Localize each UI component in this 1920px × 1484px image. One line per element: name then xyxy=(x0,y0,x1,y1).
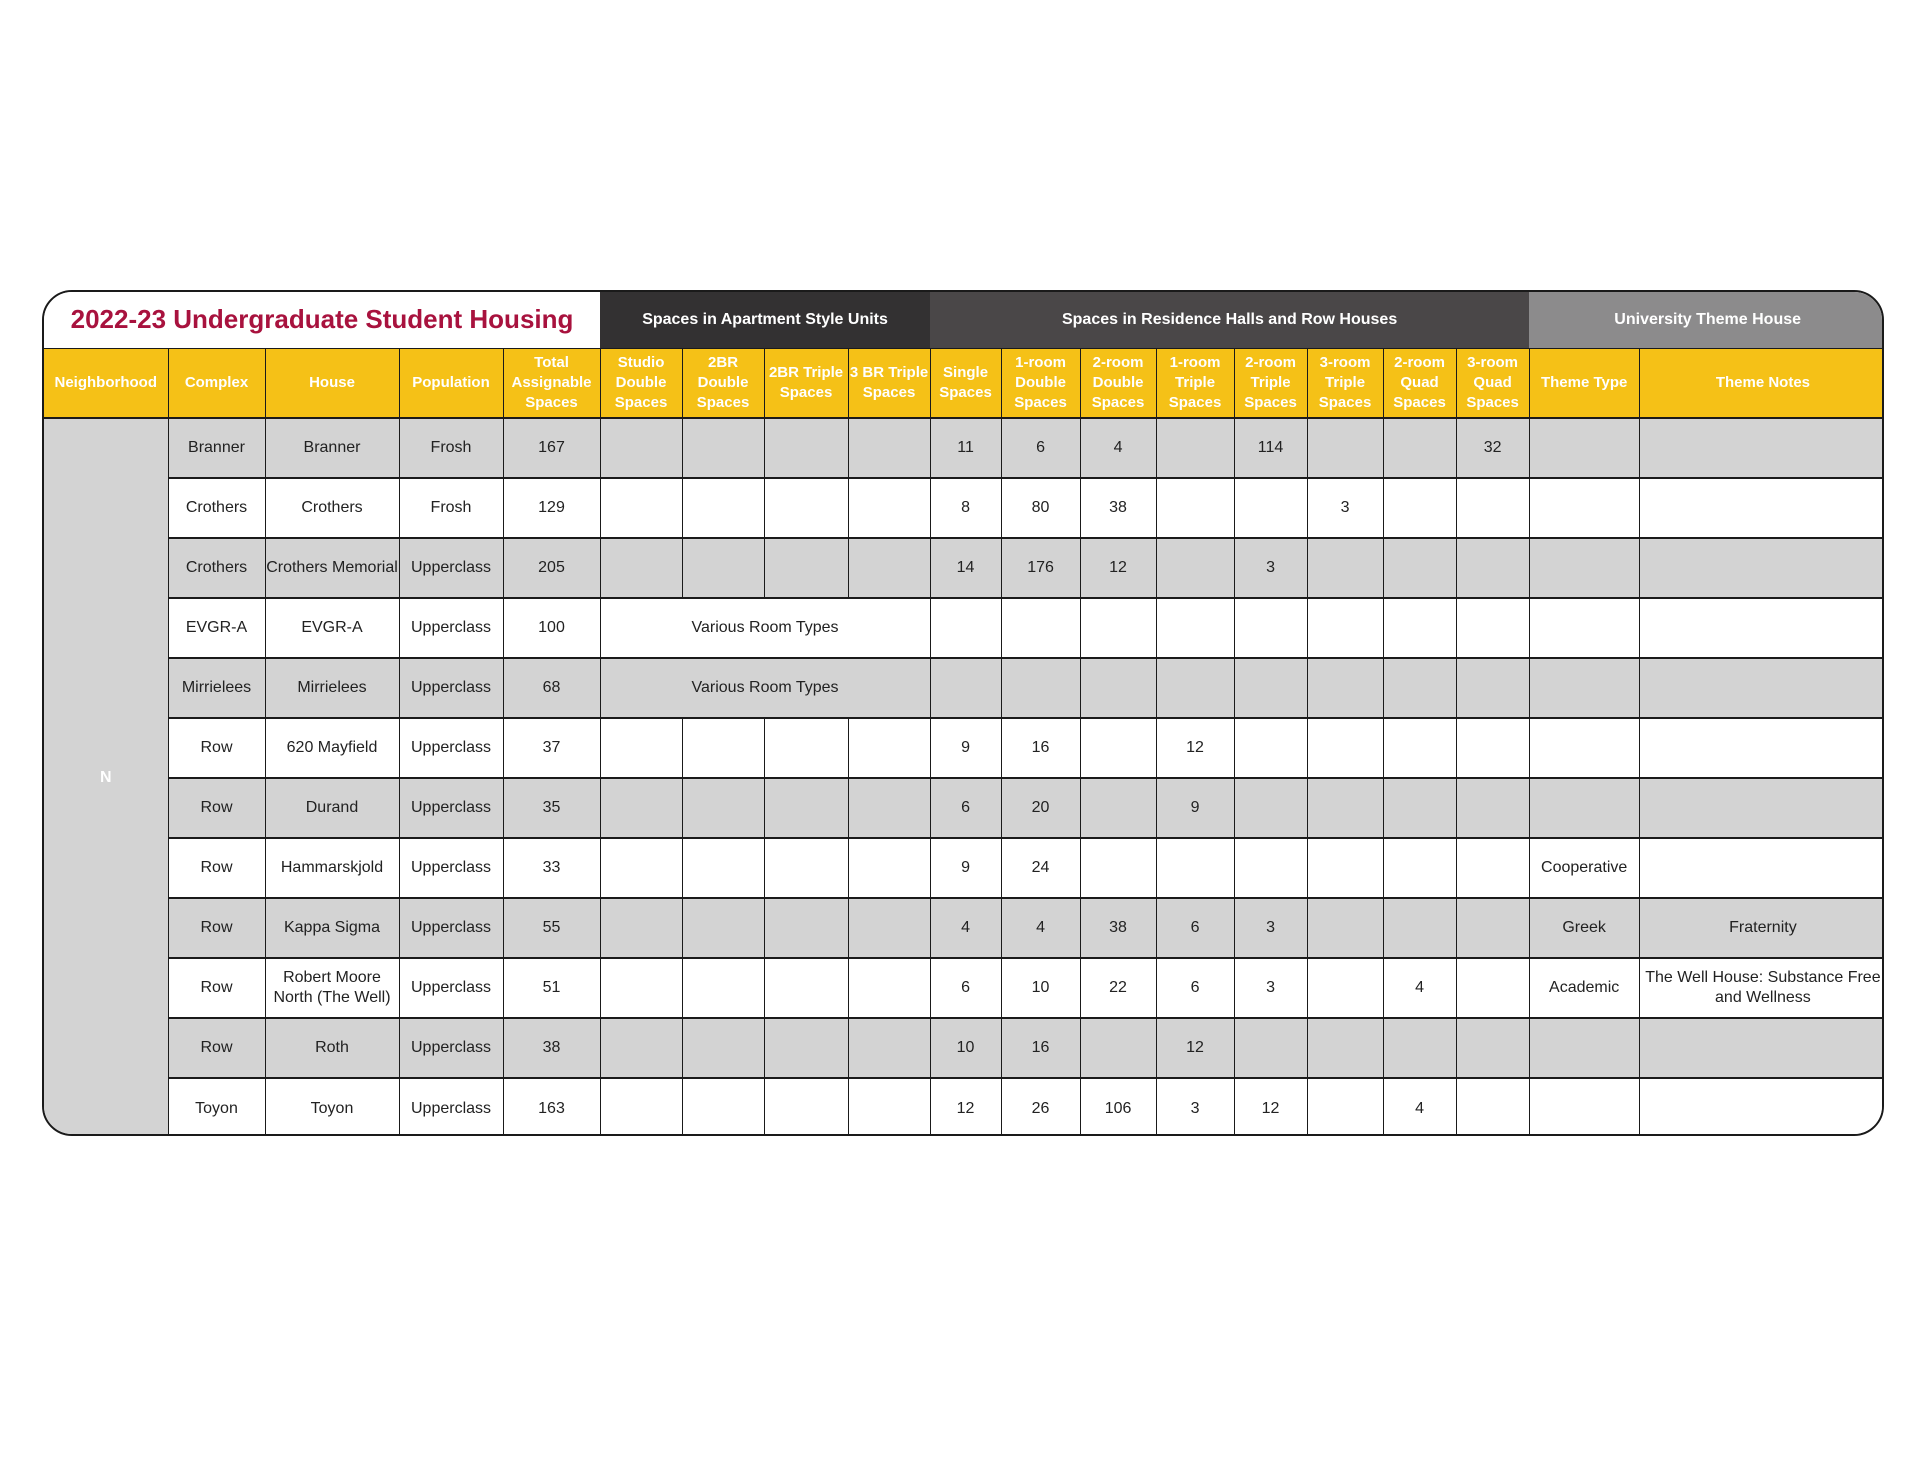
cell-r3-quad xyxy=(1456,1018,1529,1078)
neighborhood-letter: N xyxy=(44,418,168,1136)
cell-total: 33 xyxy=(503,838,600,898)
housing-table xyxy=(44,292,1884,1136)
cell-r2-double: 12 xyxy=(1080,538,1156,598)
cell-single: 6 xyxy=(930,778,1001,838)
cell-br3-triple xyxy=(848,898,930,958)
cell-br3-triple xyxy=(848,958,930,1018)
cell-total: 167 xyxy=(503,418,600,478)
cell-r1-triple: 6 xyxy=(1156,898,1234,958)
table-row xyxy=(44,1078,1884,1136)
cell-single: 9 xyxy=(930,718,1001,778)
cell-br2-double xyxy=(682,958,764,1018)
cell-br2-triple xyxy=(764,1018,848,1078)
cell-theme-type xyxy=(1529,658,1639,718)
cell-r2-double: 106 xyxy=(1080,1078,1156,1136)
cell-theme-notes xyxy=(1639,658,1884,718)
cell-theme-notes xyxy=(1639,778,1884,838)
cell-theme-type: Cooperative xyxy=(1529,838,1639,898)
cell-r2-quad xyxy=(1383,658,1456,718)
cell-r3-triple xyxy=(1307,838,1383,898)
cell-total: 51 xyxy=(503,958,600,1018)
cell-theme-notes xyxy=(1639,1078,1884,1136)
cell-r2-double: 38 xyxy=(1080,898,1156,958)
cell-house: Hammarskjold xyxy=(265,838,399,898)
cell-r2-quad xyxy=(1383,478,1456,538)
cell-theme-type xyxy=(1529,478,1639,538)
table-row xyxy=(44,658,1884,718)
cell-r3-triple xyxy=(1307,598,1383,658)
cell-r3-triple: 3 xyxy=(1307,478,1383,538)
cell-r2-quad xyxy=(1383,838,1456,898)
cell-r2-triple: 12 xyxy=(1234,1078,1307,1136)
cell-br2-double xyxy=(682,898,764,958)
cell-r3-quad xyxy=(1456,478,1529,538)
cell-r3-quad xyxy=(1456,898,1529,958)
cell-complex: Branner xyxy=(168,418,265,478)
cell-br2-double xyxy=(682,538,764,598)
cell-population: Upperclass xyxy=(399,898,503,958)
cell-r2-quad: 4 xyxy=(1383,958,1456,1018)
cell-theme-type: Academic xyxy=(1529,958,1639,1018)
cell-house: Crothers Memorial xyxy=(265,538,399,598)
cell-r1-double: 176 xyxy=(1001,538,1080,598)
cell-house: EVGR-A xyxy=(265,598,399,658)
cell-theme-notes xyxy=(1639,478,1884,538)
cell-single: 14 xyxy=(930,538,1001,598)
cell-r3-triple xyxy=(1307,538,1383,598)
header-3room-triple: 3-room Triple Spaces xyxy=(1307,348,1383,418)
cell-complex: Row xyxy=(168,1018,265,1078)
cell-r1-double: 16 xyxy=(1001,1018,1080,1078)
cell-house: Mirrielees xyxy=(265,658,399,718)
cell-r3-quad: 32 xyxy=(1456,418,1529,478)
cell-studio-double xyxy=(600,418,682,478)
cell-population: Upperclass xyxy=(399,658,503,718)
cell-r1-double: 16 xyxy=(1001,718,1080,778)
cell-br3-triple xyxy=(848,478,930,538)
cell-r2-triple xyxy=(1234,658,1307,718)
cell-house: Roth xyxy=(265,1018,399,1078)
cell-br2-triple xyxy=(764,478,848,538)
cell-apartment-note: Various Room Types xyxy=(600,658,930,718)
table-row xyxy=(44,718,1884,778)
cell-studio-double xyxy=(600,898,682,958)
header-1room-double: 1-room Double Spaces xyxy=(1001,348,1080,418)
cell-r2-double: 22 xyxy=(1080,958,1156,1018)
cell-complex: Row xyxy=(168,718,265,778)
cell-population: Upperclass xyxy=(399,718,503,778)
header-2br-triple: 2BR Triple Spaces xyxy=(764,348,848,418)
cell-theme-notes xyxy=(1639,418,1884,478)
cell-r1-double: 24 xyxy=(1001,838,1080,898)
cell-r2-quad xyxy=(1383,598,1456,658)
cell-r3-quad xyxy=(1456,538,1529,598)
cell-studio-double xyxy=(600,778,682,838)
cell-theme-type: Greek xyxy=(1529,898,1639,958)
table-row xyxy=(44,898,1884,958)
cell-r3-triple xyxy=(1307,898,1383,958)
cell-r1-double xyxy=(1001,598,1080,658)
cell-br2-triple xyxy=(764,718,848,778)
cell-theme-notes xyxy=(1639,838,1884,898)
cell-r1-triple xyxy=(1156,478,1234,538)
header-neighborhood: Neighborhood xyxy=(44,348,168,418)
table-row xyxy=(44,538,1884,598)
cell-r3-quad xyxy=(1456,658,1529,718)
cell-single: 4 xyxy=(930,898,1001,958)
cell-r1-triple xyxy=(1156,598,1234,658)
cell-r1-triple: 3 xyxy=(1156,1078,1234,1136)
cell-r3-triple xyxy=(1307,658,1383,718)
cell-r1-triple: 12 xyxy=(1156,718,1234,778)
header-3br-triple: 3 BR Triple Spaces xyxy=(848,348,930,418)
cell-r1-double: 20 xyxy=(1001,778,1080,838)
cell-r3-triple xyxy=(1307,958,1383,1018)
cell-population: Upperclass xyxy=(399,958,503,1018)
cell-r1-double: 4 xyxy=(1001,898,1080,958)
table-row xyxy=(44,1018,1884,1078)
cell-house: Toyon xyxy=(265,1078,399,1136)
housing-table-card xyxy=(42,290,1884,1136)
cell-r2-quad: 4 xyxy=(1383,1078,1456,1136)
cell-br2-double xyxy=(682,1018,764,1078)
cell-r2-quad xyxy=(1383,1018,1456,1078)
header-total: Total Assignable Spaces xyxy=(503,348,600,418)
header-3room-quad: 3-room Quad Spaces xyxy=(1456,348,1529,418)
cell-theme-type xyxy=(1529,1078,1639,1136)
cell-r3-triple xyxy=(1307,718,1383,778)
header-theme-type: Theme Type xyxy=(1529,348,1639,418)
cell-studio-double xyxy=(600,958,682,1018)
cell-r2-quad xyxy=(1383,898,1456,958)
cell-studio-double xyxy=(600,838,682,898)
page-title: 2022-23 Undergraduate Student Housing xyxy=(44,292,600,348)
cell-r2-triple: 114 xyxy=(1234,418,1307,478)
cell-house: Branner xyxy=(265,418,399,478)
cell-theme-type xyxy=(1529,418,1639,478)
group-band xyxy=(44,292,1884,348)
cell-theme-notes: Fraternity xyxy=(1639,898,1884,958)
cell-r2-quad xyxy=(1383,418,1456,478)
cell-house: Crothers xyxy=(265,478,399,538)
header-population: Population xyxy=(399,348,503,418)
cell-single: 12 xyxy=(930,1078,1001,1136)
group-theme: University Theme House xyxy=(1529,292,1884,348)
cell-r1-double: 26 xyxy=(1001,1078,1080,1136)
cell-br2-double xyxy=(682,718,764,778)
cell-r2-double xyxy=(1080,598,1156,658)
cell-total: 37 xyxy=(503,718,600,778)
cell-br2-double xyxy=(682,478,764,538)
cell-house: Kappa Sigma xyxy=(265,898,399,958)
header-studio-double: Studio Double Spaces xyxy=(600,348,682,418)
cell-r1-double: 80 xyxy=(1001,478,1080,538)
header-house: House xyxy=(265,348,399,418)
cell-total: 35 xyxy=(503,778,600,838)
cell-r1-double: 6 xyxy=(1001,418,1080,478)
cell-complex: EVGR-A xyxy=(168,598,265,658)
cell-population: Frosh xyxy=(399,478,503,538)
cell-br2-triple xyxy=(764,418,848,478)
cell-r3-quad xyxy=(1456,598,1529,658)
cell-theme-notes xyxy=(1639,598,1884,658)
cell-r3-quad xyxy=(1456,1078,1529,1136)
cell-r2-triple: 3 xyxy=(1234,898,1307,958)
cell-complex: Row xyxy=(168,898,265,958)
cell-theme-type xyxy=(1529,718,1639,778)
cell-br3-triple xyxy=(848,838,930,898)
cell-theme-notes: The Well House: Substance Free and Wellness xyxy=(1639,958,1884,1018)
header-2room-double: 2-room Double Spaces xyxy=(1080,348,1156,418)
cell-r3-quad xyxy=(1456,838,1529,898)
table-row xyxy=(44,958,1884,1018)
cell-br3-triple xyxy=(848,418,930,478)
cell-r2-quad xyxy=(1383,778,1456,838)
column-header-row xyxy=(44,348,1884,418)
cell-total: 38 xyxy=(503,1018,600,1078)
cell-r3-triple xyxy=(1307,1078,1383,1136)
header-2br-double: 2BR Double Spaces xyxy=(682,348,764,418)
cell-r2-double xyxy=(1080,1018,1156,1078)
cell-r2-double xyxy=(1080,658,1156,718)
cell-r2-triple xyxy=(1234,598,1307,658)
cell-theme-notes xyxy=(1639,538,1884,598)
cell-complex: Toyon xyxy=(168,1078,265,1136)
cell-r3-triple xyxy=(1307,418,1383,478)
cell-r2-double xyxy=(1080,718,1156,778)
cell-population: Upperclass xyxy=(399,838,503,898)
cell-population: Frosh xyxy=(399,418,503,478)
cell-single xyxy=(930,658,1001,718)
cell-br2-double xyxy=(682,838,764,898)
cell-total: 205 xyxy=(503,538,600,598)
cell-theme-type xyxy=(1529,1018,1639,1078)
cell-br3-triple xyxy=(848,778,930,838)
cell-r2-double: 4 xyxy=(1080,418,1156,478)
header-2room-quad: 2-room Quad Spaces xyxy=(1383,348,1456,418)
cell-r1-double: 10 xyxy=(1001,958,1080,1018)
cell-br3-triple xyxy=(848,538,930,598)
cell-r2-double: 38 xyxy=(1080,478,1156,538)
cell-r1-triple: 6 xyxy=(1156,958,1234,1018)
cell-total: 68 xyxy=(503,658,600,718)
cell-complex: Mirrielees xyxy=(168,658,265,718)
cell-theme-type xyxy=(1529,538,1639,598)
cell-br2-double xyxy=(682,778,764,838)
header-single: Single Spaces xyxy=(930,348,1001,418)
cell-r1-triple: 9 xyxy=(1156,778,1234,838)
cell-r1-triple xyxy=(1156,838,1234,898)
cell-studio-double xyxy=(600,1018,682,1078)
header-complex: Complex xyxy=(168,348,265,418)
cell-r2-triple xyxy=(1234,838,1307,898)
cell-single: 8 xyxy=(930,478,1001,538)
cell-r2-triple: 3 xyxy=(1234,958,1307,1018)
cell-population: Upperclass xyxy=(399,538,503,598)
cell-single: 9 xyxy=(930,838,1001,898)
table-row xyxy=(44,838,1884,898)
cell-r1-triple: 12 xyxy=(1156,1018,1234,1078)
cell-br3-triple xyxy=(848,718,930,778)
cell-br3-triple xyxy=(848,1018,930,1078)
cell-r2-triple xyxy=(1234,778,1307,838)
cell-r2-double xyxy=(1080,778,1156,838)
cell-br2-triple xyxy=(764,958,848,1018)
cell-complex: Row xyxy=(168,778,265,838)
cell-house: Robert Moore North (The Well) xyxy=(265,958,399,1018)
cell-r3-triple xyxy=(1307,778,1383,838)
cell-studio-double xyxy=(600,718,682,778)
table-row xyxy=(44,418,1884,478)
header-1room-triple: 1-room Triple Spaces xyxy=(1156,348,1234,418)
cell-r1-triple xyxy=(1156,538,1234,598)
cell-apartment-note: Various Room Types xyxy=(600,598,930,658)
cell-r2-triple xyxy=(1234,478,1307,538)
cell-single: 11 xyxy=(930,418,1001,478)
cell-r3-quad xyxy=(1456,718,1529,778)
cell-studio-double xyxy=(600,538,682,598)
cell-r1-triple xyxy=(1156,418,1234,478)
cell-studio-double xyxy=(600,1078,682,1136)
cell-theme-type xyxy=(1529,778,1639,838)
cell-r2-triple xyxy=(1234,1018,1307,1078)
cell-studio-double xyxy=(600,478,682,538)
cell-total: 163 xyxy=(503,1078,600,1136)
table-row xyxy=(44,778,1884,838)
cell-single: 10 xyxy=(930,1018,1001,1078)
cell-br2-triple xyxy=(764,538,848,598)
group-apartment: Spaces in Apartment Style Units xyxy=(600,292,930,348)
cell-single xyxy=(930,598,1001,658)
cell-r2-double xyxy=(1080,838,1156,898)
cell-theme-notes xyxy=(1639,1018,1884,1078)
cell-complex: Crothers xyxy=(168,478,265,538)
cell-br2-triple xyxy=(764,1078,848,1136)
table-row xyxy=(44,598,1884,658)
cell-population: Upperclass xyxy=(399,598,503,658)
cell-br2-double xyxy=(682,418,764,478)
cell-br2-double xyxy=(682,1078,764,1136)
cell-r2-quad xyxy=(1383,718,1456,778)
header-2room-triple: 2-room Triple Spaces xyxy=(1234,348,1307,418)
table-row xyxy=(44,478,1884,538)
cell-r2-triple: 3 xyxy=(1234,538,1307,598)
cell-r3-quad xyxy=(1456,778,1529,838)
cell-single: 6 xyxy=(930,958,1001,1018)
group-residence: Spaces in Residence Halls and Row Houses xyxy=(930,292,1529,348)
cell-br3-triple xyxy=(848,1078,930,1136)
cell-house: 620 Mayfield xyxy=(265,718,399,778)
cell-r1-triple xyxy=(1156,658,1234,718)
cell-population: Upperclass xyxy=(399,1018,503,1078)
cell-br2-triple xyxy=(764,838,848,898)
cell-total: 129 xyxy=(503,478,600,538)
cell-complex: Crothers xyxy=(168,538,265,598)
cell-br2-triple xyxy=(764,778,848,838)
cell-theme-type xyxy=(1529,598,1639,658)
cell-complex: Row xyxy=(168,958,265,1018)
cell-r3-quad xyxy=(1456,958,1529,1018)
cell-r2-quad xyxy=(1383,538,1456,598)
cell-house: Durand xyxy=(265,778,399,838)
cell-population: Upperclass xyxy=(399,1078,503,1136)
cell-complex: Row xyxy=(168,838,265,898)
cell-r3-triple xyxy=(1307,1018,1383,1078)
cell-total: 55 xyxy=(503,898,600,958)
cell-theme-notes xyxy=(1639,718,1884,778)
cell-br2-triple xyxy=(764,898,848,958)
cell-total: 100 xyxy=(503,598,600,658)
cell-r2-triple xyxy=(1234,718,1307,778)
cell-r1-double xyxy=(1001,658,1080,718)
cell-population: Upperclass xyxy=(399,778,503,838)
header-theme-notes: Theme Notes xyxy=(1639,348,1884,418)
